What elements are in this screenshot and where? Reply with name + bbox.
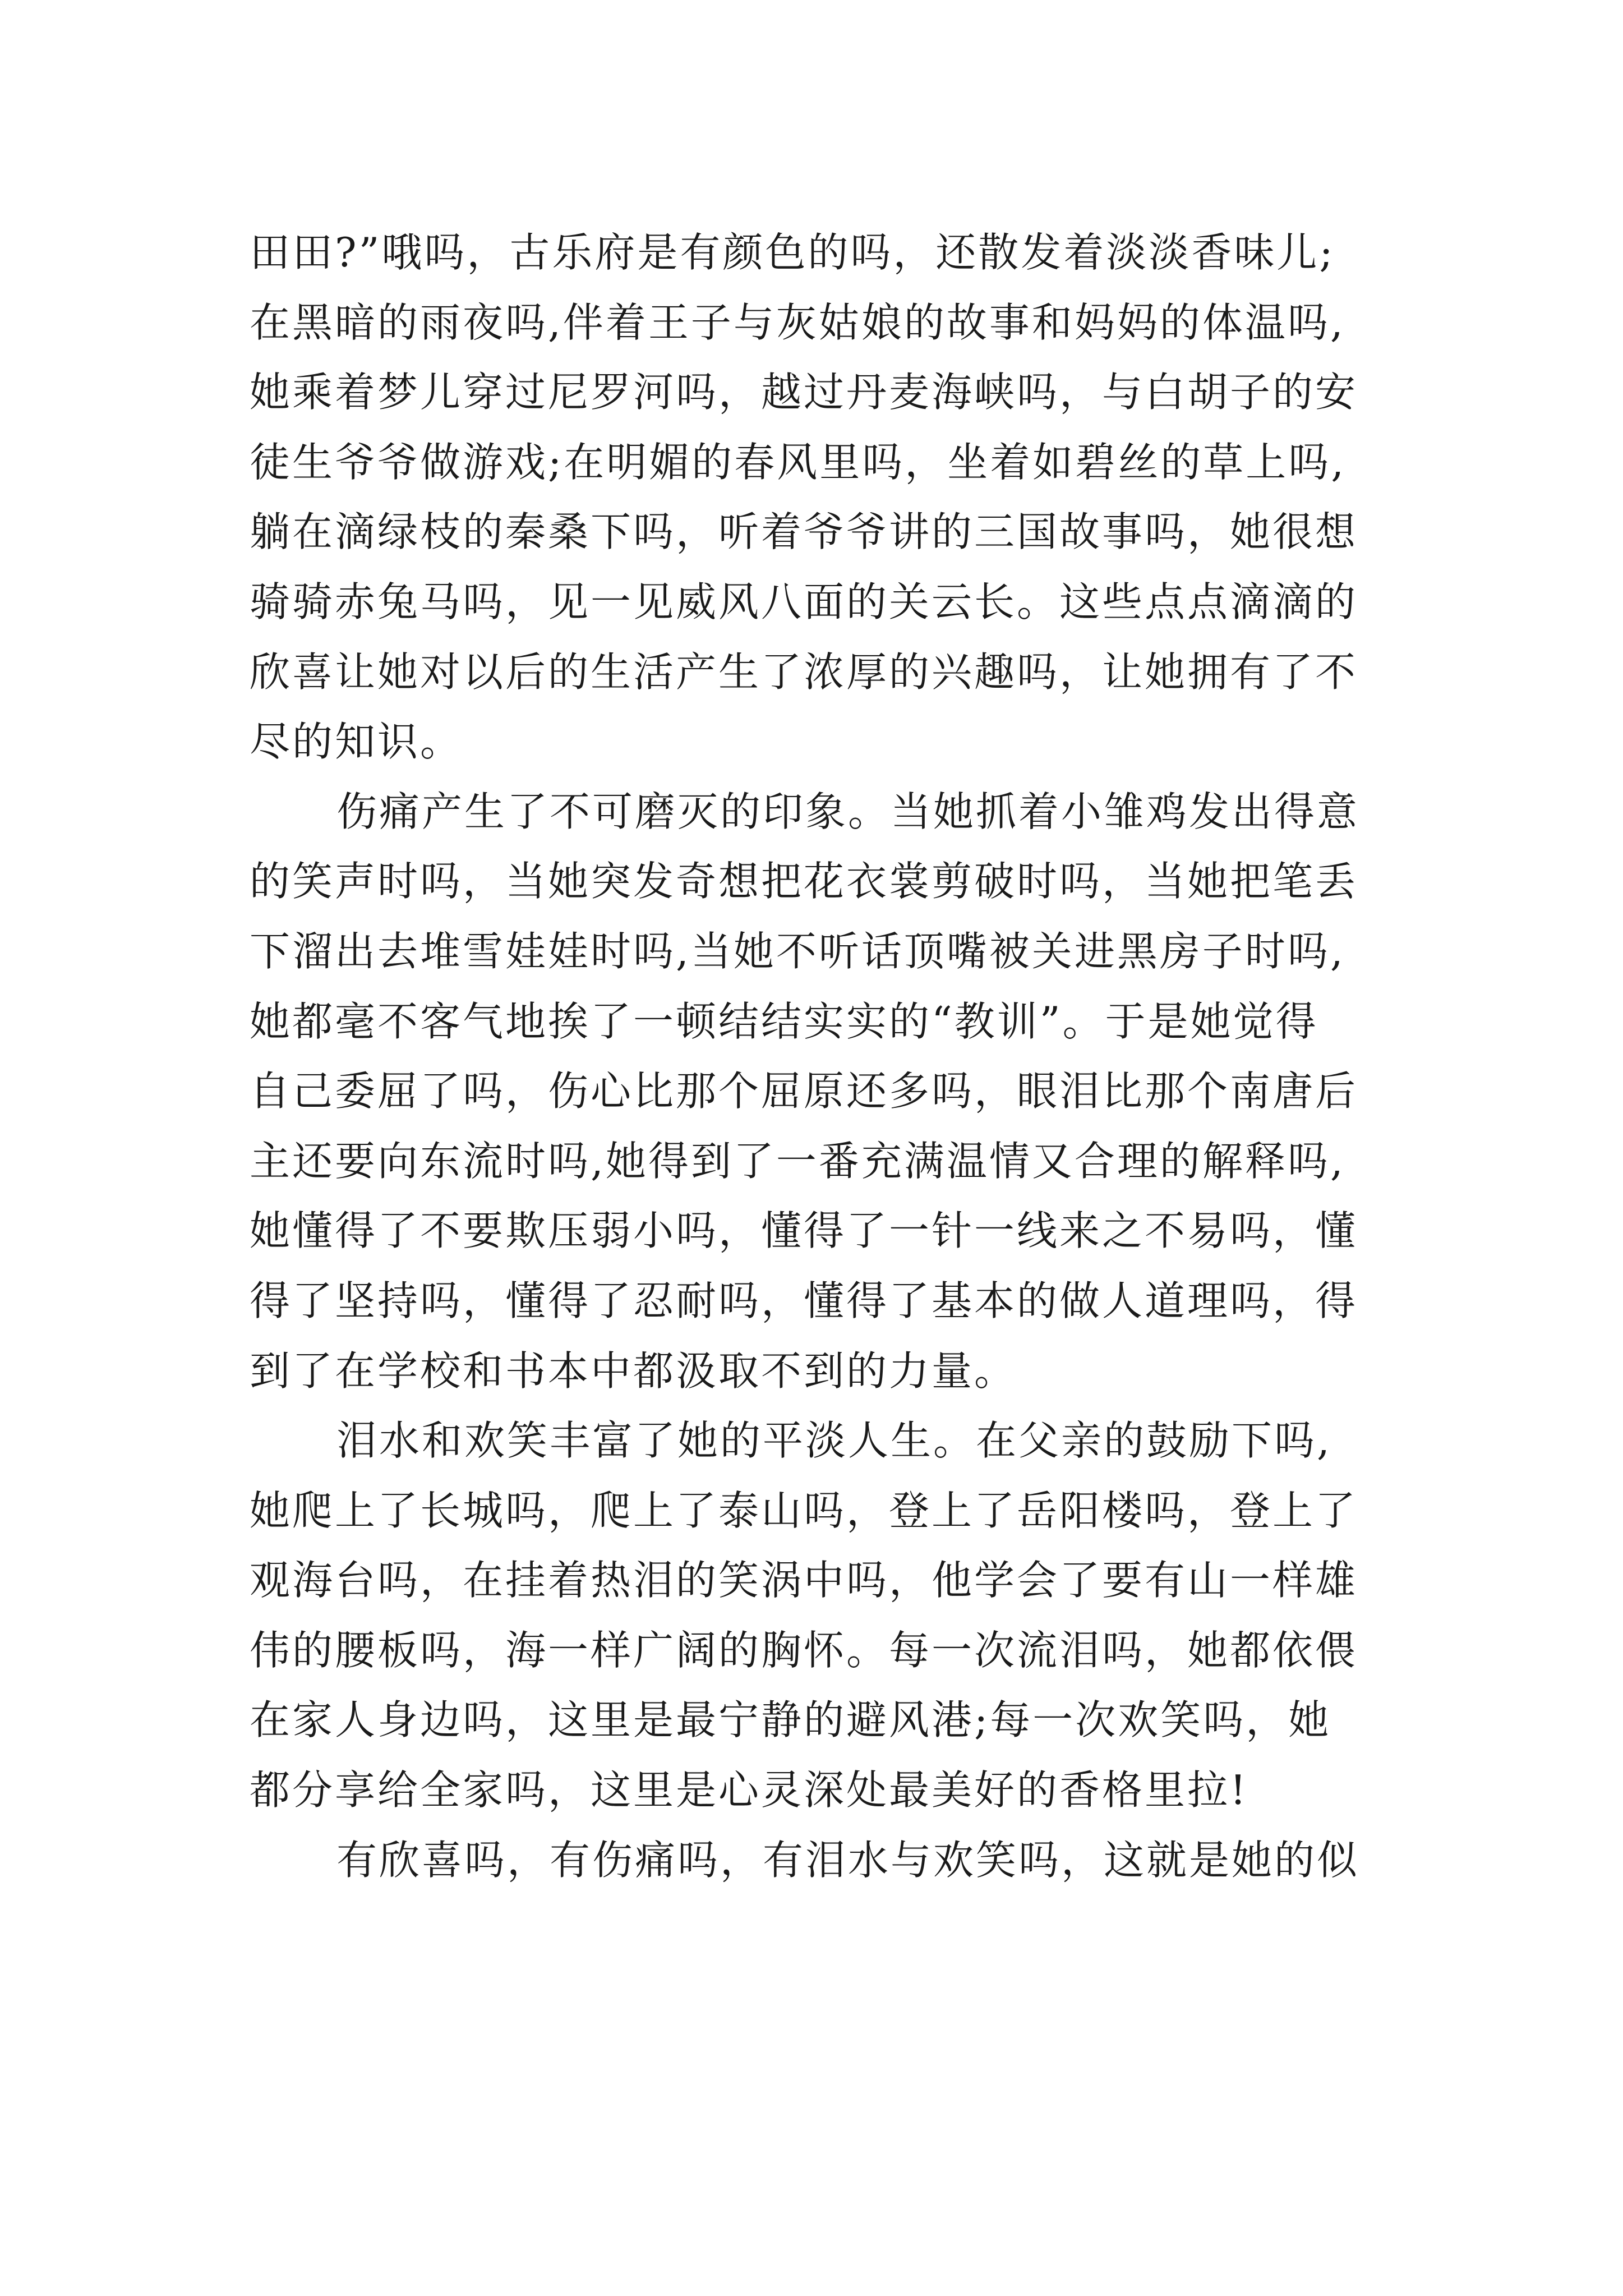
text-line: 的笑声时吗，当她突发奇想把花衣裳剪破时吗，当她把笔丢 (250, 858, 1358, 905)
text-line: 尽的知识。 (250, 718, 463, 766)
paragraph-first-line: 泪水和欢笑丰富了她的平淡人生。在父亲的鼓励下吗, (336, 1417, 1332, 1465)
text-line: 她乘着梦儿穿过尼罗河吗，越过丹麦海峡吗，与白胡子的安 (250, 369, 1358, 416)
text-line: 欣喜让她对以后的生活产生了浓厚的兴趣吗，让她拥有了不 (250, 648, 1358, 696)
text-line: 观海台吗，在挂着热泪的笑涡中吗，他学会了要有山一样雄 (250, 1557, 1358, 1604)
body-text (250, 218, 1399, 1895)
text-line: 伟的腰板吗，海一样广阔的胸怀。每一次流泪吗，她都依偎 (250, 1626, 1358, 1674)
text-line: 下溜出去堆雪娃娃时吗,当她不听话顶嘴被关进黑房子时吗, (250, 927, 1345, 975)
text-line: 主还要向东流时吗,她得到了一番充满温情又合理的解释吗, (250, 1137, 1345, 1185)
text-line: 骑骑赤兔马吗，见一见威风八面的关云长。这些点点滴滴的 (250, 578, 1358, 625)
text-line: 她爬上了长城吗，爬上了泰山吗，登上了岳阳楼吗，登上了 (250, 1487, 1358, 1534)
paragraph-first-line: 有欣喜吗，有伤痛吗，有泪水与欢笑吗，这就是她的似 (336, 1836, 1360, 1884)
text-line: 到了在学校和书本中都汲取不到的力量。 (250, 1347, 1017, 1395)
text-line: 她都毫不客气地挨了一顿结结实实的“教训”。于是她觉得 (250, 997, 1318, 1045)
text-line: 自己委屈了吗，伤心比那个屈原还多吗，眼泪比那个南唐后 (250, 1068, 1358, 1115)
text-line: 在家人身边吗，这里是最宁静的避风港;每一次欢笑吗，她 (250, 1696, 1331, 1744)
text-line: 徒生爷爷做游戏;在明媚的春风里吗，坐着如碧丝的草上吗, (250, 438, 1347, 486)
text-line: 田田?”哦吗，古乐府是有颜色的吗，还散发着淡淡香味儿; (250, 229, 1335, 276)
text-line: 躺在滴绿枝的秦桑下吗，听着爷爷讲的三国故事吗，她很想 (250, 508, 1358, 556)
text-line: 她懂得了不要欺压弱小吗，懂得了一针一线来之不易吗，懂 (250, 1207, 1358, 1255)
text-line: 在黑暗的雨夜吗,伴着王子与灰姑娘的故事和妈妈的体温吗, (250, 298, 1345, 346)
text-line: 得了坚持吗，懂得了忍耐吗，懂得了基本的做人道理吗，得 (250, 1277, 1358, 1324)
text-line: 都分享给全家吗，这里是心灵深处最美好的香格里拉! (250, 1766, 1248, 1814)
paragraph-first-line: 伤痛产生了不可磨灭的印象。当她抓着小雏鸡发出得意 (336, 788, 1360, 835)
